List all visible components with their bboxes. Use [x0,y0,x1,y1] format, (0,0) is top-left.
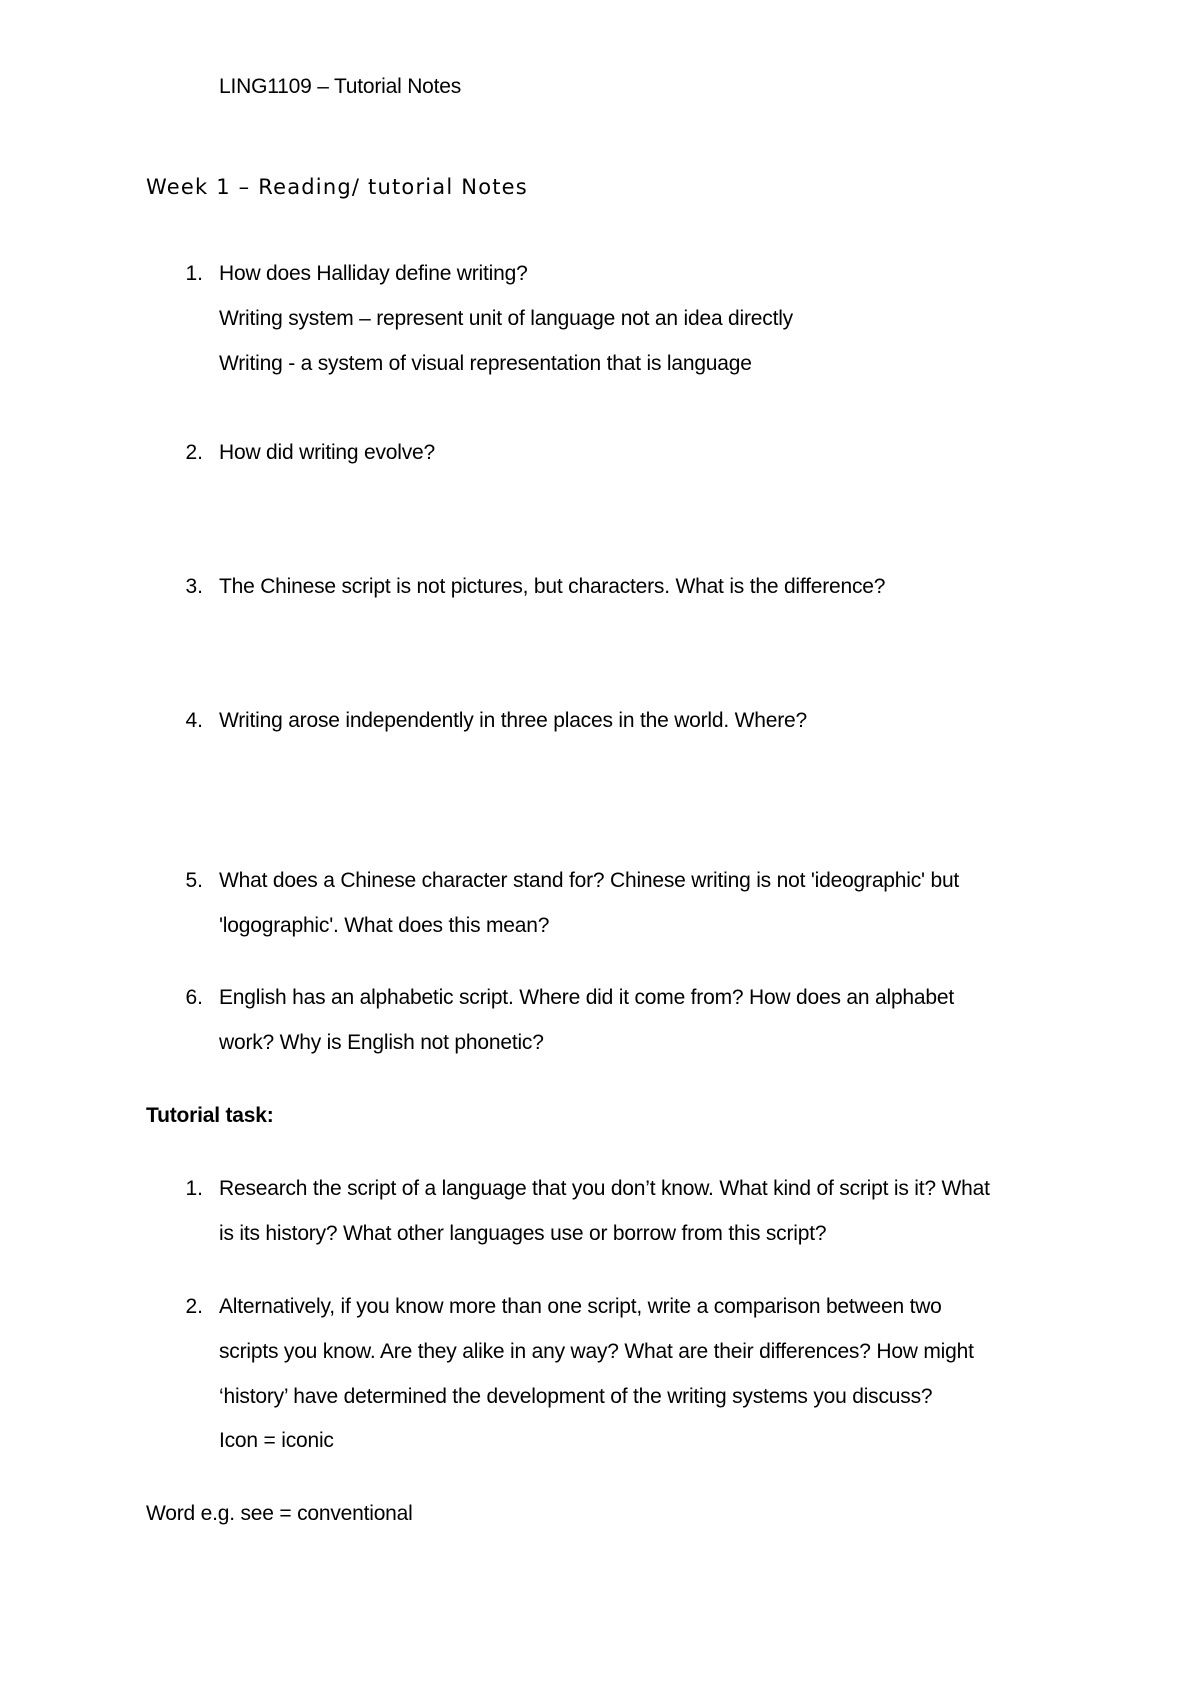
question-text-continued: work? Why is English not phonetic? [219,1031,544,1054]
task-text-continued: is its history? What other languages use or borrow from this script? [219,1222,827,1245]
question-answer-line: Writing - a system of visual representation that is language [219,352,752,375]
week-heading: Week 1 – Reading/ tutorial Notes [146,175,528,199]
question-number: 2. [185,441,203,464]
question-text: The Chinese script is not pictures, but characters. What is the difference? [219,575,886,598]
question-number: 1. [185,262,203,285]
task-text: Alternatively, if you know more than one script, write a comparison between two [219,1295,942,1318]
question-number: 6. [185,986,203,1009]
question-number: 4. [185,709,203,732]
question-text-continued: 'logographic'. What does this mean? [219,914,550,937]
question-text: English has an alphabetic script. Where did it come from? How does an alphabet [219,986,954,1009]
task-note: Icon = iconic [219,1429,334,1452]
question-text: How did writing evolve? [219,441,436,464]
footer-note: Word e.g. see = conventional [146,1502,413,1525]
task-number: 1. [185,1177,203,1200]
task-number: 2. [185,1295,203,1318]
task-text-continued: ‘history’ have determined the development of the writing systems you discuss? [219,1385,933,1408]
question-text: Writing arose independently in three places in the world. Where? [219,709,807,732]
task-text: Research the script of a language that you don’t know. What kind of script is it? What [219,1177,990,1200]
document-header-title: LING1109 – Tutorial Notes [219,75,462,98]
question-number: 5. [185,869,203,892]
question-text: What does a Chinese character stand for? Chinese writing is not 'ideographic' but [219,869,960,892]
question-text: How does Halliday define writing? [219,262,528,285]
question-answer-line: Writing system – represent unit of language not an idea directly [219,307,793,330]
task-text-continued: scripts you know. Are they alike in any way? What are their differences? How might [219,1340,974,1363]
tutorial-task-heading: Tutorial task: [146,1104,274,1127]
question-number: 3. [185,575,203,598]
